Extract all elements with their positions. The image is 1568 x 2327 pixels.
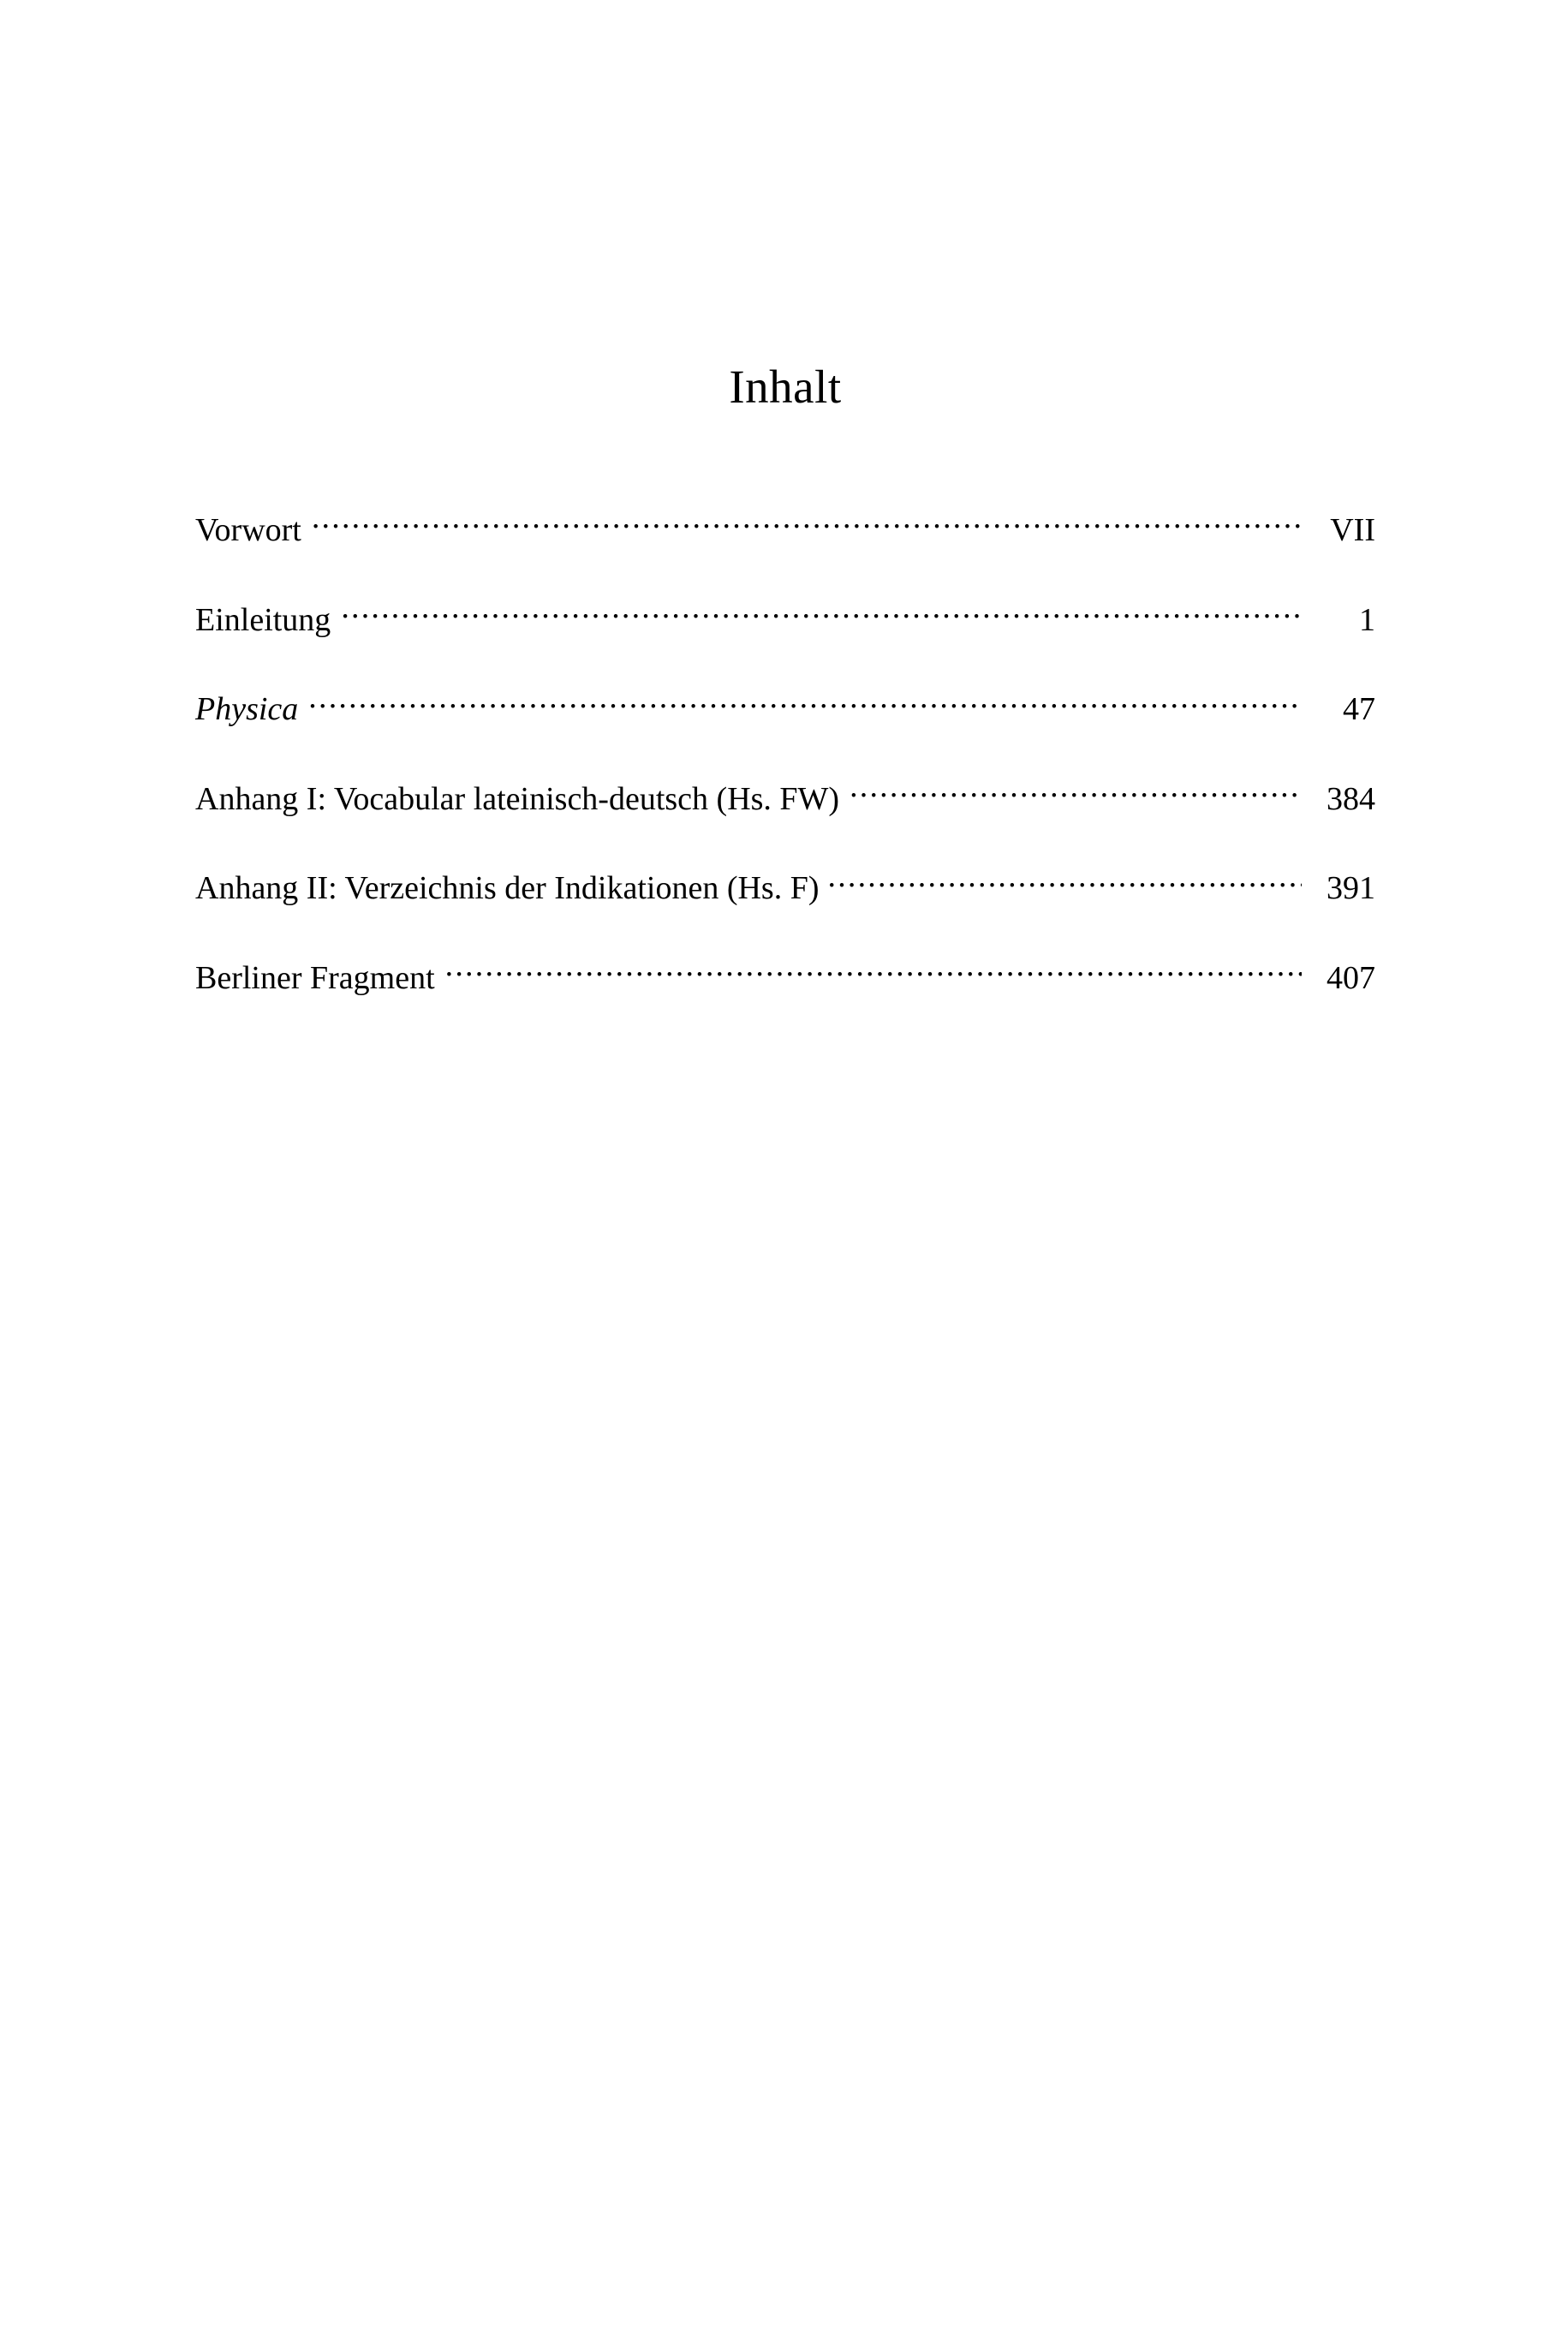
toc-entry-page: 1 [1359, 601, 1375, 638]
toc-entry[interactable] [195, 687, 1375, 730]
toc-leader-dots [445, 956, 1302, 988]
toc-leader-dots [308, 687, 1302, 719]
toc-entry-label: Physica [195, 691, 299, 728]
toc-entry-page: 391 [1327, 870, 1375, 907]
toc-entry-list [195, 508, 1375, 999]
toc-entry[interactable] [195, 956, 1375, 999]
toc-entry[interactable] [195, 866, 1375, 909]
toc-leader-dots [341, 598, 1302, 630]
toc-entry-page: 407 [1327, 959, 1375, 996]
toc-leader-dots [850, 777, 1302, 809]
toc-entry-label: Anhang I: Vocabular lateinisch-deutsch (Hs. FW) [195, 780, 840, 817]
toc-entry-label: Einleitung [195, 601, 331, 638]
toc-entry-label: Vorwort [195, 512, 301, 548]
toc-entry[interactable] [195, 598, 1375, 641]
toc-leader-dots [828, 866, 1303, 898]
toc-entry-page: 47 [1343, 691, 1375, 728]
toc-leader-dots [312, 508, 1302, 540]
toc-entry-label: Anhang II: Verzeichnis der Indikationen (Hs. F) [195, 870, 820, 907]
toc-entry[interactable] [195, 777, 1375, 820]
toc-entry-label: Berliner Fragment [195, 959, 435, 996]
page-title: Inhalt [729, 361, 842, 413]
table-of-contents [195, 360, 1375, 1046]
toc-entry[interactable] [195, 508, 1375, 551]
toc-entry-page: 384 [1327, 780, 1375, 817]
toc-entry-page: VII [1330, 512, 1375, 548]
